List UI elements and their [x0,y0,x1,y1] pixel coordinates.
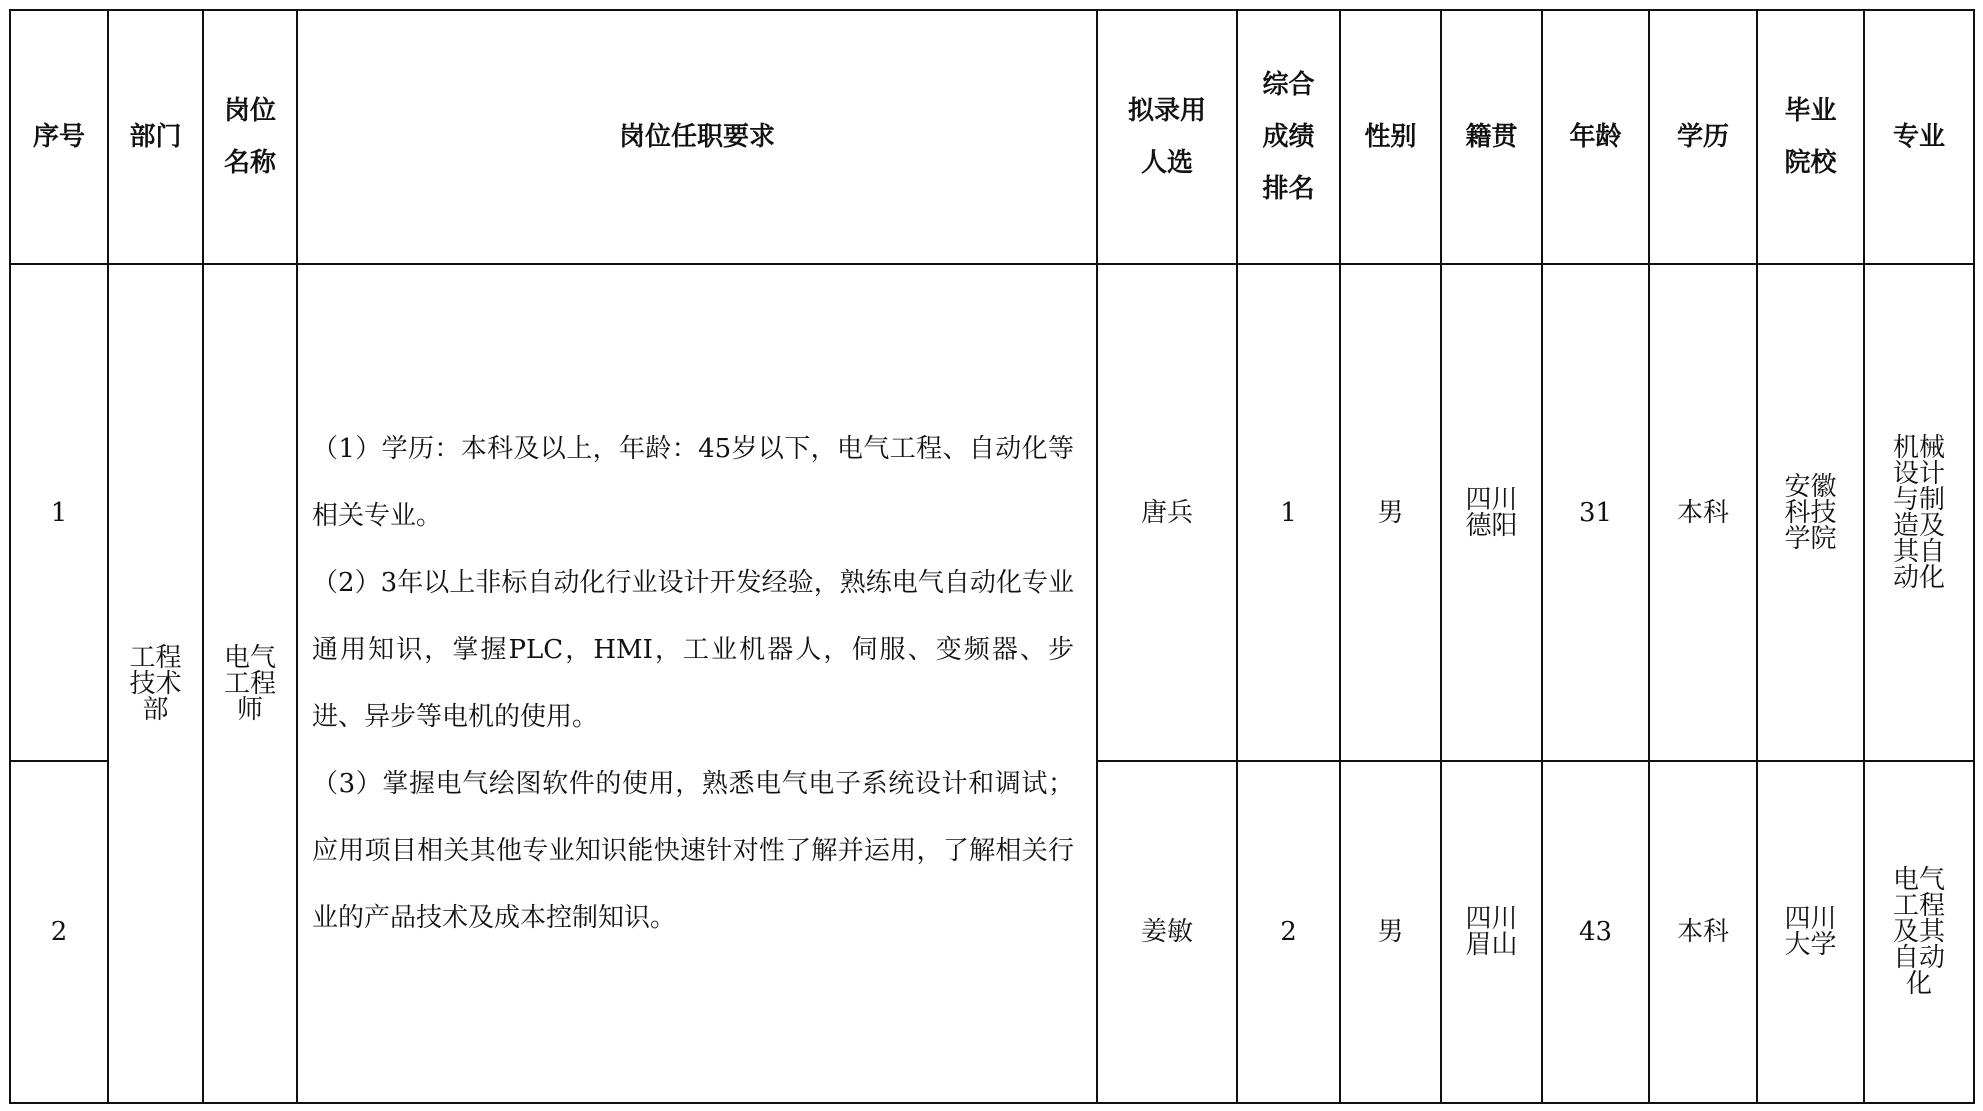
header-age: 年龄 [1542,10,1649,264]
cell-gender: 男 [1340,761,1441,1103]
cell-education: 本科 [1649,264,1757,761]
header-origin: 籍贯 [1441,10,1542,264]
cell-post: 电气 工程 师 [203,264,297,1103]
header-candidate: 拟录用 人选 [1097,10,1237,264]
cell-seq: 1 [10,264,108,761]
requirement-item: （1）学历：本科及以上，年龄：45岁以下，电气工程、自动化等相关专业。 [312,433,1074,531]
header-school: 毕业 院校 [1757,10,1864,264]
header-seq: 序号 [10,10,108,264]
header-gender: 性别 [1340,10,1441,264]
cell-school: 四川 大学 [1757,761,1864,1103]
cell-origin: 四川 德阳 [1441,264,1542,761]
header-education: 学历 [1649,10,1757,264]
header-requirements: 岗位任职要求 [297,10,1097,264]
cell-requirements [297,264,1097,1103]
cell-school: 安徽 科技 学院 [1757,264,1864,761]
header-rank: 综合 成绩 排名 [1237,10,1340,264]
header-dept: 部门 [108,10,203,264]
cell-gender: 男 [1340,264,1441,761]
requirement-item: （3）掌握电气绘图软件的使用，熟悉电气电子系统设计和调试；应用项目相关其他专业知识能快速针对性了解并运用，了解相关行业的产品技术及成本控制知识。 [312,768,1074,933]
header-major: 专业 [1864,10,1974,264]
cell-dept: 工程 技术 部 [108,264,203,1103]
table-row [10,264,1974,761]
cell-seq: 2 [10,761,108,1103]
requirement-item: （2）3年以上非标自动化行业设计开发经验，熟练电气自动化专业通用知识，掌握PLC，HMI，工业机器人，伺服、变频器、步进、异步等电机的使用。 [312,567,1074,732]
cell-age: 31 [1542,264,1649,761]
cell-major: 电气 工程 及其 自动 化 [1864,761,1974,1103]
cell-rank: 2 [1237,761,1340,1103]
cell-major: 机械 设计 与制 造及 其自 动化 [1864,264,1974,761]
cell-origin: 四川 眉山 [1441,761,1542,1103]
cell-education: 本科 [1649,761,1757,1103]
recruitment-table [9,9,1975,1104]
cell-age: 43 [1542,761,1649,1103]
cell-candidate: 唐兵 [1097,264,1237,761]
header-row [10,10,1974,264]
cell-rank: 1 [1237,264,1340,761]
header-post: 岗位 名称 [203,10,297,264]
cell-candidate: 姜敏 [1097,761,1237,1103]
